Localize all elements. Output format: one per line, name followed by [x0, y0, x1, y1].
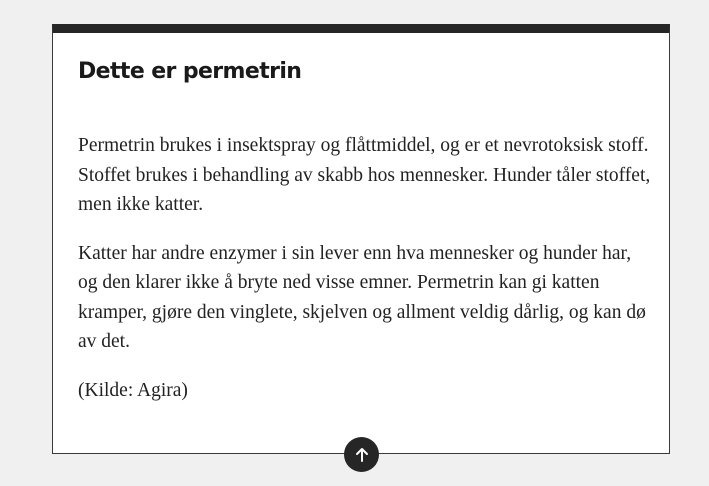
fact-box: [52, 24, 670, 454]
fact-box-title: Dette er permetrin: [78, 59, 302, 84]
arrow-up-icon: [355, 447, 369, 463]
source-credit: (Kilde: Agira): [78, 379, 188, 401]
paragraph-1: Permetrin brukes i insektspray og flåttmiddel, og er et nevrotoksisk stoff. Stoffet brukes i behandling av skabb hos mennesker. Hunder tåler stoffet, men ikke katter.: [78, 135, 651, 215]
scroll-to-top-button[interactable]: [344, 437, 379, 472]
paragraph-2: Katter har andre enzymer i sin lever enn hva mennesker og hunder har, og den klarer ikke å bryte ned visse emner. Permetrin kan gi katten kramper, gjøre den vinglete, skjelven og allment veldig dårlig, og kan dø av det.: [78, 242, 646, 352]
fact-box-body: [78, 131, 653, 424]
